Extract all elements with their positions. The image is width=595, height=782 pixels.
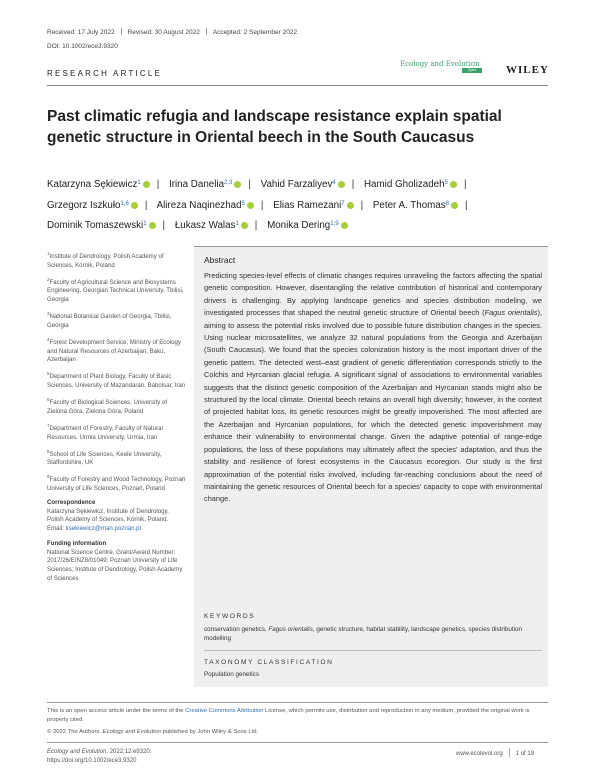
funding-block [47, 540, 187, 584]
author-affiliation-number: 7 [341, 200, 345, 207]
author-affiliation-number: 1,6 [120, 200, 129, 207]
affiliation-number: 9 [47, 474, 50, 480]
affiliation-text: Faculty of Biological Sciences, University of Zielona Góra, Zielona Góra, Poland [47, 399, 168, 415]
species-name: Fagus orientalis [484, 308, 538, 318]
author[interactable] [47, 179, 150, 190]
orcid-icon[interactable] [234, 181, 241, 188]
divider [509, 748, 510, 757]
affiliation-text: National Botanical Garden of Georgia, Tbilisi, Georgia [47, 313, 172, 329]
divider [204, 650, 542, 651]
species-name: Fagus orientalis [268, 626, 313, 633]
keywords-heading: KEYWORDS [204, 613, 256, 620]
divider [206, 28, 207, 35]
orcid-icon[interactable] [451, 202, 458, 209]
orcid-icon[interactable] [247, 202, 254, 209]
affiliation [47, 396, 187, 416]
author[interactable] [175, 220, 248, 231]
affiliation-number: 8 [47, 448, 50, 454]
keywords-list [204, 625, 542, 643]
copyright-part: published by John Wiley & Sons Ltd. [160, 729, 259, 735]
orcid-icon[interactable] [341, 222, 348, 229]
author[interactable] [373, 200, 458, 211]
copyright-part: © 2022 The Authors. [47, 729, 103, 735]
affiliation [47, 336, 187, 365]
license-part: This is an open access article under the terms of the [47, 708, 186, 714]
orcid-icon[interactable] [450, 181, 457, 188]
journal-logo-name: Ecology and Evolution [400, 60, 480, 68]
author-name: Hamid Gholizadeh [363, 179, 445, 190]
orcid-icon[interactable] [131, 202, 138, 209]
keywords-text: , genetic structure, habitat stability, landscape genetics, species distribution modelling [204, 626, 523, 642]
taxonomy-value: Population genetics [204, 671, 259, 678]
taxonomy-heading: TAXONOMY CLASSIFICATION [204, 659, 334, 666]
correspondence-heading: Correspondence [47, 499, 96, 507]
funding-heading: Funding information [47, 539, 107, 547]
affiliation-number: 5 [47, 371, 50, 377]
affiliation-number: 4 [47, 336, 50, 342]
orcid-icon[interactable] [347, 202, 354, 209]
author[interactable] [261, 179, 345, 190]
author-affiliation-number: 5 [444, 180, 448, 186]
affiliation-text: Department of Forestry, Faculty of Natural Resources, Urmia University, Urmia, Iran [47, 424, 163, 441]
footer-journal: Ecology and Evolution [47, 749, 107, 755]
author-affiliation-number: 4 [332, 180, 336, 186]
affiliation-text: Institute of Dendrology, Polish Academy of Sciences, Kórnik, Poland [47, 253, 164, 269]
author-name: Irina Danelia [169, 179, 225, 190]
affiliation [47, 422, 187, 442]
author-name: Vahid Farzaliyev [260, 179, 333, 190]
affiliation-text: Forest Development Service, Ministry of Ecology and Natural Resources of Azerbaijan, Baku, Azerbaijan [47, 338, 181, 364]
copyright-journal: Ecology and Evolution [102, 729, 161, 735]
author[interactable] [267, 220, 348, 231]
author-name: Łukasz Walas [174, 220, 236, 231]
author[interactable] [273, 200, 353, 211]
affiliation-number: 7 [47, 422, 50, 428]
author-affiliation-number: 1 [137, 180, 141, 186]
orcid-icon[interactable] [338, 181, 345, 188]
author[interactable] [364, 179, 457, 190]
affiliation [47, 370, 187, 390]
journal-logo [400, 60, 500, 77]
article-title: Past climatic refugia and landscape resistance explain spatial genetic structure in Oriental beech in the South Caucasus [47, 108, 502, 146]
abstract-heading: Abstract [204, 255, 236, 265]
affiliation-number: 3 [47, 311, 50, 317]
orcid-icon[interactable] [149, 222, 156, 229]
footer-citation-text: . 2022;12:e9320. [106, 749, 152, 755]
abstract-text: Predicting species-level effects of climatic changes requires unraveling the factors affecting the spatial genetic composition. However, disentangling the relative contribution of historical and contemporary drivers is challenging. By applying landscape genetics and species distribution modeling, we investigated processes that shaped the neutral genetic structure of Oriental beech ( [204, 271, 542, 318]
affiliation-number: 2 [47, 276, 50, 282]
author-affiliation-number: 1,9 [330, 221, 339, 227]
affiliation-text: Faculty of Agricultural Science and Biosystems Engineering, Georgian Technical University, Tbilisi, Georgia [47, 278, 184, 304]
revised-date: Revised: 30 August 2022 [127, 29, 200, 36]
open-access-tag: Open Access [462, 68, 482, 73]
email-label: Email: [47, 525, 64, 533]
divider [121, 28, 122, 35]
author-name: Peter A. Thomas [372, 199, 446, 211]
footer-rule [47, 742, 548, 743]
footer-site-link[interactable]: www.ecolevol.org [456, 751, 503, 757]
footer-citation [47, 748, 151, 765]
affiliation-text: School of Life Sciences, Keele University, Staffordshire, UK [47, 450, 162, 467]
author-name: Elias Ramezani [273, 199, 342, 211]
author-affiliation-number: 1 [143, 221, 147, 227]
author[interactable] [169, 179, 241, 190]
copyright [47, 729, 258, 735]
license-part: License, which permits use, distribution and reproduction in any medium, provided the original work is properly cited. [47, 708, 530, 723]
affiliation-text: Department of Plant Biology, Faculty of Basic Sciences, University of Mazandaran, Babolsar, Iran [47, 373, 186, 390]
orcid-icon[interactable] [241, 222, 248, 229]
received-date: Received: 17 July 2022 [47, 29, 115, 36]
page-number: 1 of 19 [515, 751, 535, 757]
author-affiliation-number: 2,3 [224, 180, 233, 186]
footer-citation-line [47, 748, 151, 757]
accepted-date: Accepted: 2 September 2022 [212, 29, 298, 36]
affiliation-text: Faculty of Forestry and Wood Technology, Poznań University of Life Sciences, Poznań, Poland [47, 476, 186, 493]
abstract-text: ), aiming to assess the potential risks involved due to possible future distribution changes in the species. Using nuclear microsatellites, we analyze 32 natural populations from the Georgia and Azerbaijan (South Caucasus). We found that the species colonization history is the most important driver of the genetic pattern. The detected west–east gradient of genetic differentiation corresponds strictly to the Colchis and Hyrcanian glacial refugia. A significant signal of associations to environmental variables suggests that the distinct genetic composition of the Azerbaijan and Hyrcanian stands might also be structured by the local climate. Oriental beech retains an overall high diversity; however, in the context of projected habitat loss, its genetic resources might be greatly impoverished. The most affected are the Azerbaijan and Hyrcanian populations, for which the detected genetic impoverishment may enhance their vulnerability to environmental change. Given the adaptive potential of range-edge populations, the loss of these populations may ultimately affect the species' adaptation, and thus the stability and resilience of forest ecosystems in the Caucasus ecoregion. Our study is the first approximation of the potential risks involved, including far-reaching conclusions about the need of maintaining the genetic resources of Oriental beech for a species' capacity to cope with environmental change. [204, 308, 542, 504]
correspondence-block [47, 499, 187, 534]
funding-text: National Science Centre, Grant/Award Number: 2017/26/E/NZ8/01049; Poznań University of Life Sciences; Institute of Dendrology, Polish Academy of Sciences [47, 548, 183, 582]
article-type: RESEARCH ARTICLE [47, 69, 163, 78]
footer-right [456, 748, 534, 757]
footer-doi-link[interactable]: https://doi.org/10.1002/ece3.9320 [47, 757, 137, 764]
author-name: Alireza Naqinezhad [156, 199, 242, 211]
affiliation [47, 250, 187, 270]
affiliation [47, 448, 187, 468]
correspondence-text: Katarzyna Sękiewicz, Institute of Dendrology, Polish Academy of Sciences, Kórnik, Poland. [47, 507, 169, 524]
license-text [47, 707, 552, 724]
author[interactable] [47, 200, 138, 211]
doi[interactable]: DOI: 10.1002/ece3.9320 [47, 43, 118, 50]
license-rule [47, 702, 548, 703]
left-sidebar [47, 250, 187, 589]
header-rule [47, 85, 548, 86]
abstract-body [204, 270, 542, 506]
affiliation [47, 473, 187, 493]
article-dates [47, 28, 297, 36]
author-affiliation-number: 1 [235, 221, 239, 227]
author-name: Monika Dering [267, 220, 331, 231]
affiliation-number: 1 [47, 251, 50, 256]
license-link[interactable]: Creative Commons Attribution [185, 708, 264, 714]
affiliation-number: 6 [47, 397, 50, 403]
author-affiliation-number: 5 [241, 200, 245, 207]
affiliation [47, 310, 187, 330]
author-name: Katarzyna Sękiewicz [47, 179, 138, 190]
email-link[interactable]: ksekiewicz@man.poznan.pl [65, 525, 141, 533]
author[interactable] [47, 220, 156, 231]
author-affiliation-number: 8 [445, 200, 450, 207]
affiliation [47, 276, 187, 305]
orcid-icon[interactable] [143, 181, 150, 188]
author-name: Grzegorz Iszkuło [47, 199, 121, 211]
author[interactable] [157, 200, 254, 211]
author-list: Katarzyna Sękiewicz$^1$ | Irina Danelia$^{2,3}$ | Vahid Farzaliyev$^4$ | Hamid Gholizadeh$^5$ | Grzegorz Iszkuło$^{1,6}$ | Alireza Naqinezhad$^5$ | Elias Ramezani$^7$ | Peter A. Thomas$^8$ | Dominik Tomaszewski$^1$ | Łukasz Walas$^1$ | Monika Dering$^{1,9}$ [47, 179, 468, 231]
author-name: Dominik Tomaszewski [47, 220, 144, 231]
keywords-text: conservation genetics, [204, 626, 269, 633]
publisher-logo: WILEY [506, 64, 549, 76]
correspondence-email-line [47, 525, 187, 534]
